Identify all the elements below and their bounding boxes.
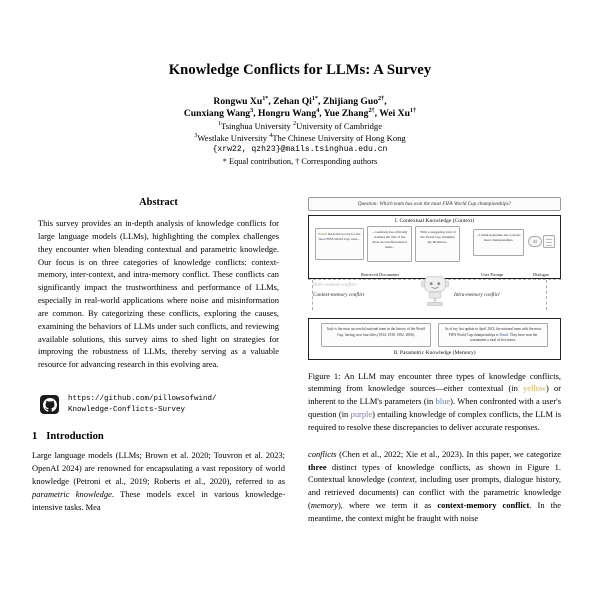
figure-question-box: Question: Which team has won the most FIFA World Cup championships? [308,197,561,211]
user-prompt-text: ...I think Argentina has won the most championships. [476,233,521,243]
author-line-1: Rongwu $Xu^{1*}$, Zehan $Qi^{1*}$, Zhijiang Guo$^{2\dagger}$, [213,94,387,107]
rb-a: (Chen et al., 2022; Xie et al., 2023). In this paper, we categorize [336,448,561,459]
doc1-highlight: Brazil [318,232,327,237]
caption-b: ) or inherent to the LLM's parameters (in [308,383,561,407]
param-right-text-a: As of my last update in April 2023, the national team with the most FIFA World Cup championships is [444,327,542,337]
label-dialogue: Dialogue [533,271,550,277]
panel-title-contextual: I. Contextual Knowledge (Context) [394,218,475,225]
contextual-knowledge-panel [308,215,561,280]
doc1-text: holds the record for the most FIFA World Cup wins... [318,232,361,242]
intro-text-b: . These models excel in various knowledge-intensive tasks. Mea [32,488,285,512]
author-line-2: Cunxiang Wang$^3$, Hongru Wang$^4$, Yue Zhang$^{2\dagger}$, Wei $Xu^{1\dagger}$ [183,107,417,120]
affiliation-line-2: $^3$Westlake University $^4$The Chinese University of Hong Kong [194,131,406,143]
intro-italic-parametric: parametric knowledge [32,488,112,499]
author-footnote: * Equal contribution, † Corresponding authors [222,157,378,167]
github-repo-link[interactable] [32,394,285,415]
rb-c: , including user prompts, dialogue history, and retrieved documents) can conflict with the parametric knowledge ( [308,474,561,511]
label-context-memory-conflict: Context-memory conflict [313,292,365,299]
caption-c: ). When confronted with a user's question (in [308,396,561,420]
label-user-prompt: User Prompt [481,271,504,277]
caption-a: An LLM may encounter three types of knowledge conflicts, stemming from knowledge sources—either contextual (in [308,370,561,394]
conflict-zone [308,279,561,315]
affiliations [0,121,600,144]
retrieved-document-1 [315,228,364,260]
rb-e: . In the meantime, the context might be fraught with noise [308,500,561,524]
github-url-line-1: https://github.com/pillowsofwind/ [68,395,217,404]
github-url[interactable] [68,394,217,415]
abstract-text: This survey provides an in-depth analysis of knowledge conflicts for large language models (LLMs), highlighting the complex challenges they encounter when blending contextual and parametric knowledge. Our focus is on three categories of knowledge conflicts: context-memory, inter-context, and intra-memory conflict. These conflicts can significantly impact the trustworthiness and performance of LLMs, especially in real-world applications where noise and misinformation are common. By categorizing these conflicts, exploring the causes, examining the behaviors of LLMs under such conflicts, and reviewing available solutions, this survey aims to shed light on strategies for improving the robustness of LLMs, thereby serving as a valuable resource for advancing research in this evolving area. [38,218,279,370]
right-column [308,197,561,525]
github-icon [40,395,59,414]
label-inter-context-conflict: Inter-context conflict [313,282,357,289]
rb-italic-memory: memory [310,500,338,511]
body-columns [0,197,600,525]
llm-robot-icon [418,274,452,317]
rb-bold-three: three [308,461,327,472]
retrieved-document-2 [367,226,412,262]
label-retrieved-documents: Retrieved Documents [361,271,400,277]
caption-color-purple: purple [350,409,373,420]
param-right-text-b: . They have won the tournament a total of five times. [469,332,538,342]
intro-paragraph [32,449,285,513]
intro-text-a: Large language models (LLMs; Brown et al. 2020; Touvron et al. 2023; OpenAI 2024) are renowned for encapsulating a vast repository of world knowledge (Petroni et al., 2019; Roberts et al., 2020), referred to as [32,450,285,486]
figure-caption [308,370,561,434]
parametric-box-row [309,319,560,349]
left-column [32,197,285,525]
page-title: Knowledge Conflicts for LLMs: A Survey [168,62,432,78]
rb-bold-context-memory-conflict: context-memory conflict [437,500,530,511]
parametric-knowledge-panel [308,318,561,359]
ai-badge: AI [528,236,542,247]
context-document-row [309,226,560,270]
label-intra-memory-conflict: Intra-memory conflict [454,292,500,299]
rb-italic-context: context [390,474,415,485]
author-list [0,96,600,121]
panel-title-parametric: II. Parametric Knowledge (Memory) [393,350,476,357]
github-url-line-2: Knowledge-Conflicts-Survey [68,405,186,414]
parametric-memory-box-left: Italy is the most successful national team in the history of the World Cup, having won four titles (1934, 1938, 1982, 2006). [321,323,431,347]
caption-color-yellow: yellow [523,383,547,394]
retrieved-document-3 [415,226,460,262]
doc2-text: ... Germany has officially claimed the title of the most successful national team... [371,230,408,250]
user-prompt-bubble [473,229,525,256]
section-heading-introduction [32,431,285,442]
section-title: Introduction [46,431,104,443]
caption-color-blue: blue [435,396,451,407]
caption-label: Figure 1: [308,370,341,381]
param-right-highlight: Brazil [499,332,509,337]
dialogue-lines-icon [543,235,555,248]
figure-1 [308,197,561,434]
contact-email: {xrw22, qzh23}@mails.tsinghua.edu.cn [212,145,388,155]
abstract-heading: Abstract [139,197,178,208]
doc3-text: With a staggering total of the World Cup triumphs, the Brazilian... [420,230,456,245]
title-block [0,0,600,168]
right-column-paragraph [308,448,561,525]
parametric-memory-box-right [438,323,548,347]
rb-b: distinct types of knowledge conflicts, as shown in Figure 1. Contextual knowledge ( [308,461,561,485]
rb-italic-conflicts: conflicts [308,448,337,459]
section-number: 1 [32,431,38,443]
ai-dialogue-group [528,232,555,262]
rb-d: ), where we term it as [338,500,438,511]
caption-d: ) entailing knowledge of complex conflicts, the LLM is required to resolve these discrepancies to deliver accurate responses. [308,409,561,432]
affiliation-line-1: $^1$Tsinghua University $^2$University of Cambridge [217,120,383,132]
